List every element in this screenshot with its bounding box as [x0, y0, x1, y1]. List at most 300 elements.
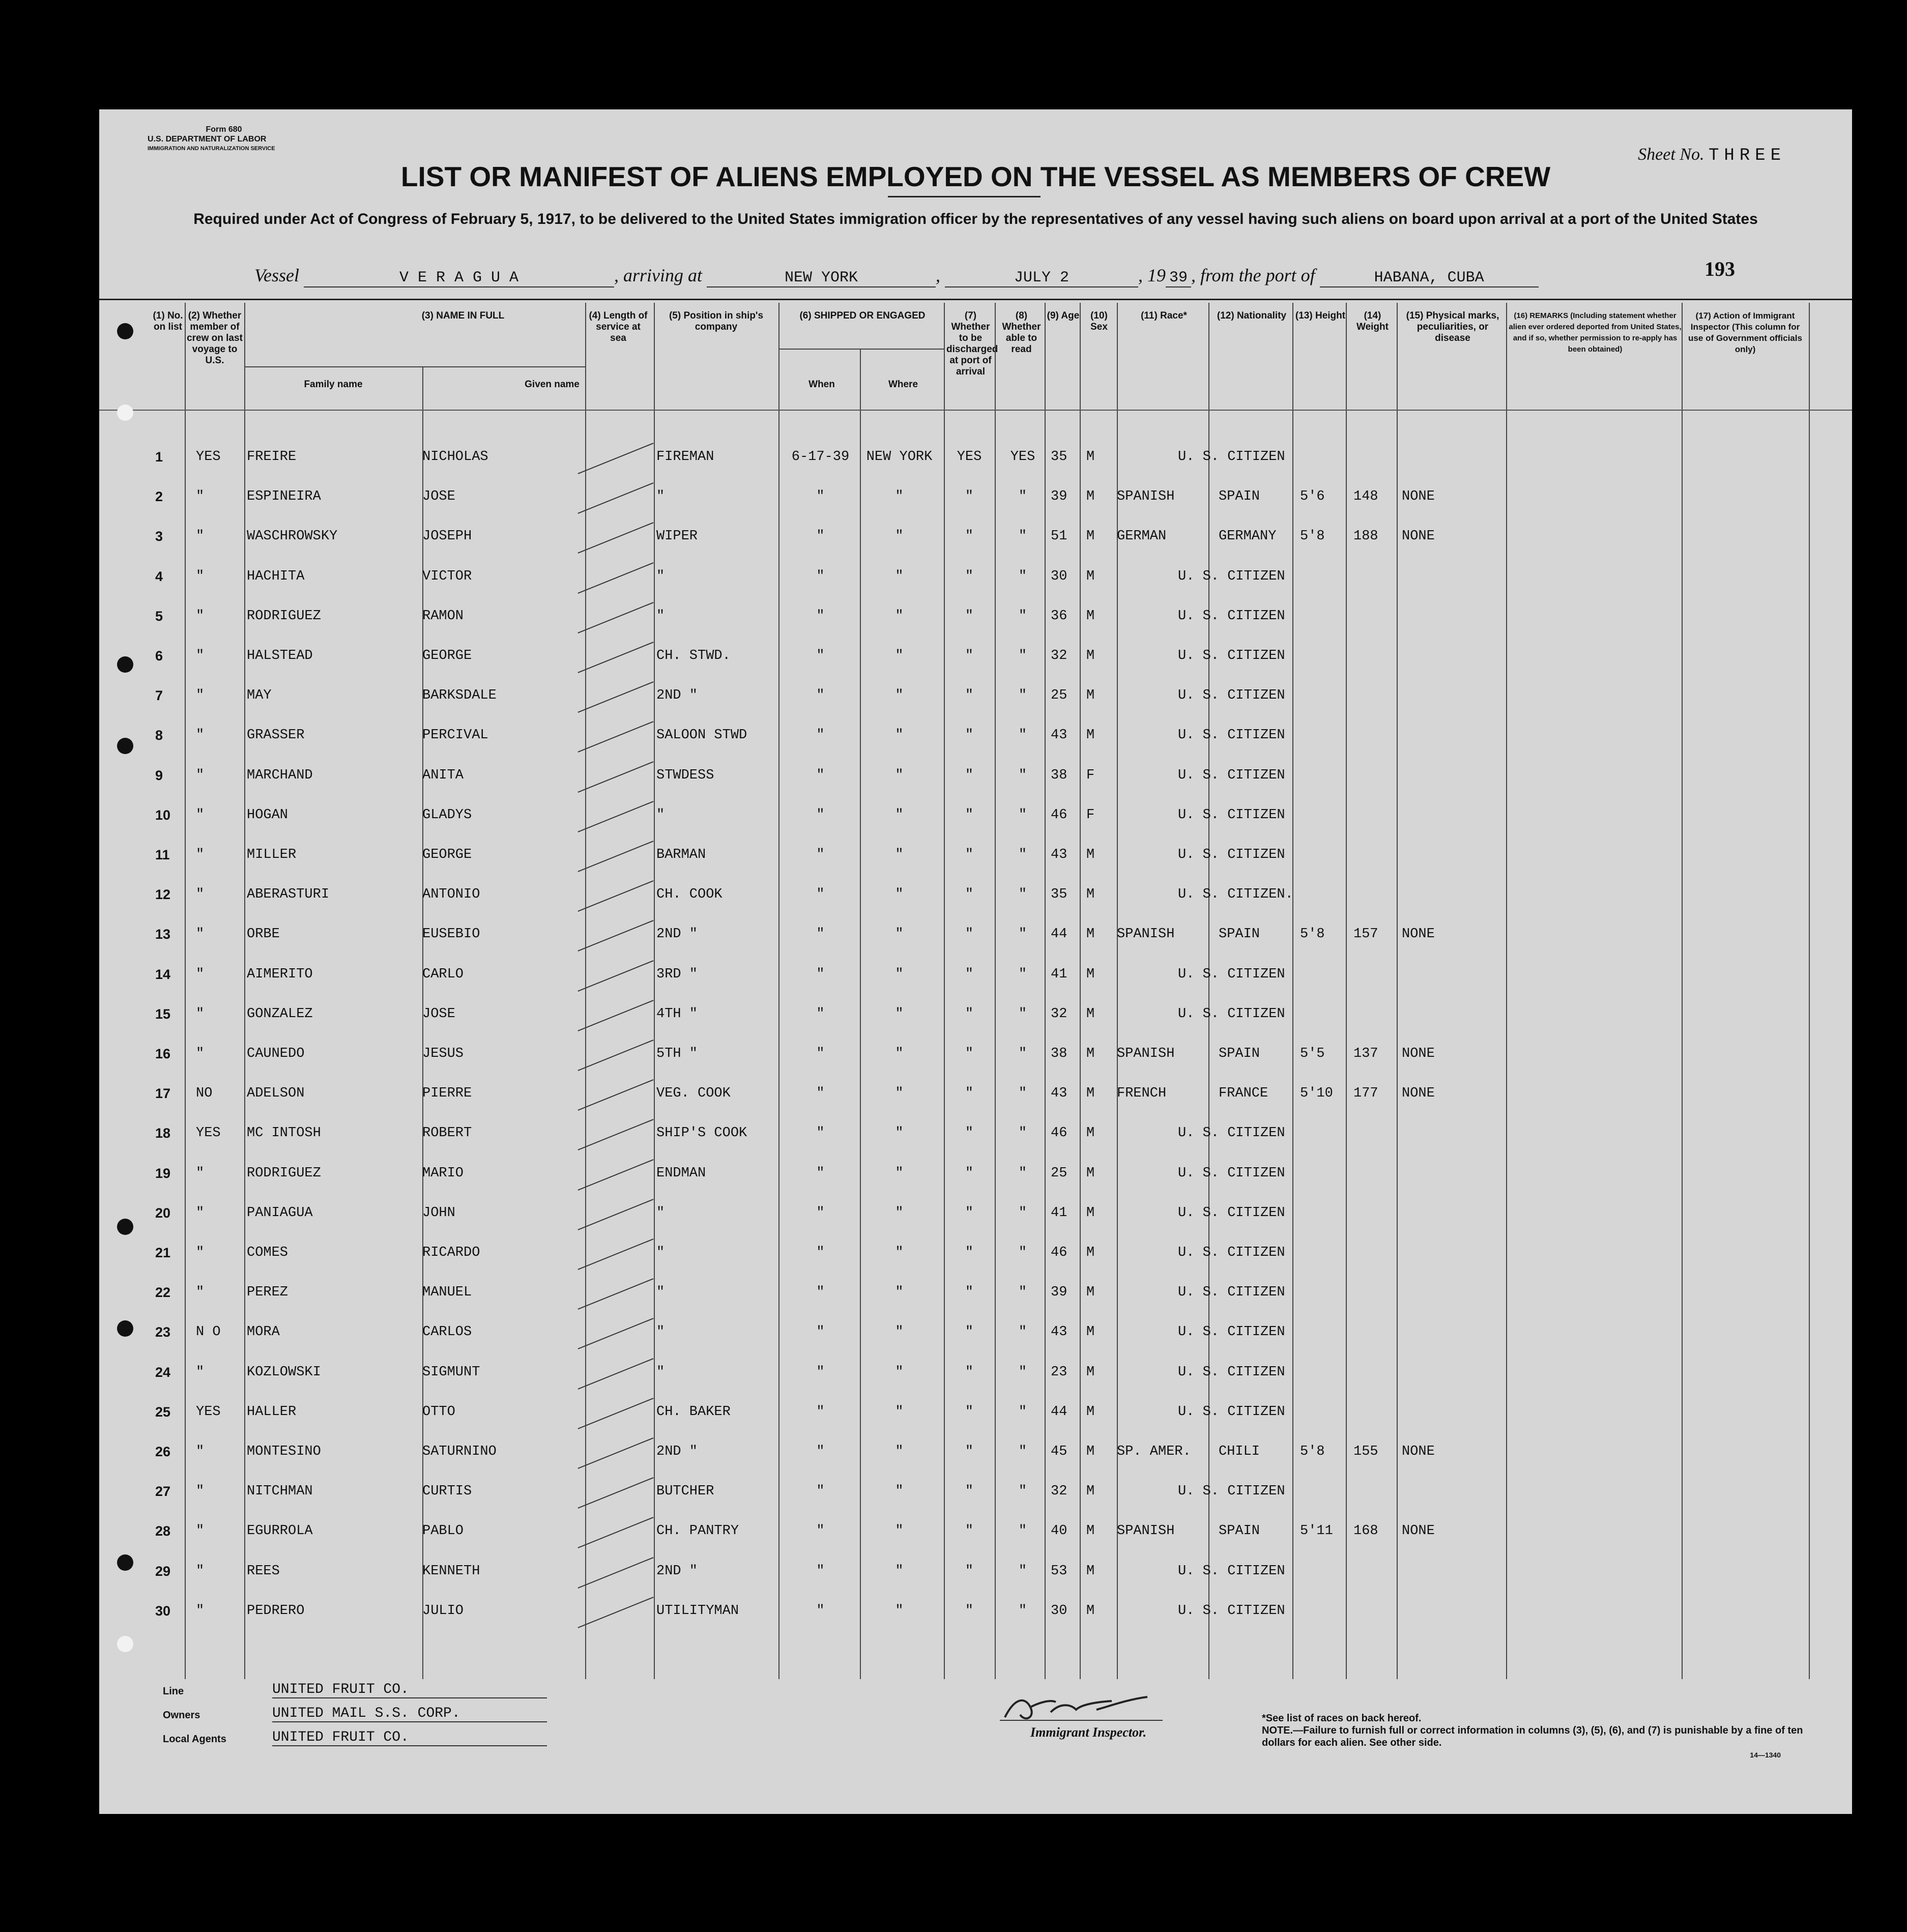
service-length-checkmark [577, 801, 653, 832]
discharged-cell: " [965, 1086, 974, 1102]
row-number: 30 [155, 1603, 171, 1619]
shipped-when-cell: " [816, 529, 825, 544]
col-header-last-voyage: (2) Whether member of crew on last voyage to U.S. [187, 310, 243, 366]
shipped-where-cell: " [895, 1165, 904, 1181]
able-to-read-cell: " [1018, 1444, 1027, 1459]
row-number: 1 [155, 449, 163, 465]
row-number: 23 [155, 1324, 171, 1340]
discharged-cell: " [965, 728, 974, 743]
sex-cell: M [1086, 1126, 1095, 1141]
col-header-name: (3) NAME IN FULL [421, 310, 505, 321]
sex-cell: M [1086, 568, 1095, 584]
service-length-checkmark [577, 721, 653, 753]
shipped-when-cell: " [816, 807, 825, 823]
able-to-read-cell: " [1018, 529, 1027, 544]
table-row [99, 1390, 1852, 1430]
sex-cell: M [1086, 449, 1095, 465]
row-number: 24 [155, 1364, 171, 1380]
family-name-cell: HALSTEAD [247, 648, 313, 664]
position-cell: SALOON STWD [656, 728, 747, 743]
discharged-cell: " [965, 1563, 974, 1579]
shipped-where-cell: " [895, 1006, 904, 1022]
given-name-cell: JOSEPH [422, 529, 472, 544]
nationality-cell: U. S. CITIZEN [1178, 1006, 1285, 1022]
weight-cell: 157 [1353, 927, 1378, 942]
nationality-cell: U. S. CITIZEN [1178, 728, 1285, 743]
col-header-physical-marks: (15) Physical marks, peculiarities, or disease [1406, 310, 1499, 343]
table-row [99, 1589, 1852, 1629]
last-voyage-cell: " [196, 648, 205, 664]
sex-cell: M [1086, 1484, 1095, 1500]
position-cell: STWDESS [656, 767, 714, 783]
sex-cell: M [1086, 1444, 1095, 1459]
able-to-read-cell: " [1018, 1126, 1027, 1141]
race-cell: SPANISH [1117, 1046, 1175, 1061]
able-to-read-cell: " [1018, 1484, 1027, 1500]
position-cell: CH. BAKER [656, 1404, 731, 1420]
nationality-cell: U. S. CITIZEN [1178, 1205, 1285, 1221]
department-name: U.S. DEPARTMENT OF LABOR [148, 135, 267, 143]
given-name-cell: MARIO [422, 1165, 464, 1181]
page-number: 193 [1704, 257, 1735, 280]
last-voyage-cell: " [196, 568, 205, 584]
table-row [99, 1271, 1852, 1310]
able-to-read-cell: " [1018, 648, 1027, 664]
table-row [99, 1469, 1852, 1509]
family-name-cell: HALLER [247, 1404, 297, 1420]
shipped-when-cell: " [816, 1006, 825, 1022]
table-row [99, 1111, 1852, 1151]
print-code: 14—1340 [1750, 1751, 1781, 1759]
age-cell: 30 [1051, 568, 1067, 584]
family-name-cell: COMES [247, 1245, 288, 1260]
able-to-read-cell: " [1018, 608, 1027, 624]
given-name-cell: JOSE [422, 1006, 455, 1022]
table-row [99, 833, 1852, 873]
shipped-where-cell: NEW YORK [866, 449, 933, 465]
shipped-when-cell: " [816, 767, 825, 783]
shipped-where-cell: " [895, 1324, 904, 1340]
position-cell: CH. STWD. [656, 648, 731, 664]
shipped-where-cell: " [895, 1364, 904, 1380]
nationality-cell: U. S. CITIZEN [1178, 1603, 1285, 1619]
family-name-cell: GONZALEZ [247, 1006, 313, 1022]
nationality-cell: U. S. CITIZEN [1178, 1563, 1285, 1579]
owners-label: Owners [163, 1710, 200, 1721]
service-length-checkmark [577, 1238, 653, 1270]
row-number: 3 [155, 529, 163, 544]
race-cell: SPANISH [1117, 1523, 1175, 1539]
discharged-cell: YES [957, 449, 982, 465]
service-length-checkmark [577, 1398, 653, 1429]
service-length-checkmark [577, 1000, 653, 1031]
weight-cell: 148 [1353, 489, 1378, 505]
col-header-discharged: (7) Whether to be discharged at port of arrival [946, 310, 998, 377]
service-length-checkmark [577, 602, 653, 633]
year-prefix: , 19 [1138, 265, 1166, 285]
nationality-cell: U. S. CITIZEN [1178, 1364, 1285, 1380]
nationality-cell: U. S. CITIZEN [1178, 1404, 1285, 1420]
shipped-where-cell: " [895, 767, 904, 783]
sex-cell: M [1086, 1523, 1095, 1539]
age-cell: 44 [1051, 1404, 1067, 1420]
table-row [99, 1310, 1852, 1350]
age-cell: 32 [1051, 1006, 1067, 1022]
age-cell: 51 [1051, 529, 1067, 544]
punch-hole [117, 323, 133, 339]
shipped-where-cell: " [895, 489, 904, 505]
col-header-inspector-action: (17) Action of Immigrant Inspector (This column for use of Government officials only) [1688, 311, 1802, 354]
shipped-when-cell: " [816, 688, 825, 704]
position-cell: 5TH " [656, 1046, 698, 1061]
able-to-read-cell: " [1018, 1046, 1027, 1061]
able-to-read-cell: " [1018, 1205, 1027, 1221]
given-name-cell: PIERRE [422, 1086, 472, 1102]
sheet-number-label: Sheet No. [1638, 145, 1704, 164]
row-number: 27 [155, 1484, 171, 1500]
shipped-where-cell: " [895, 1484, 904, 1500]
sex-cell: M [1086, 608, 1095, 624]
table-row [99, 793, 1852, 833]
shipped-when-cell: " [816, 1484, 825, 1500]
age-cell: 25 [1051, 1165, 1067, 1181]
family-name-cell: ABERASTURI [247, 887, 330, 903]
given-name-cell: VICTOR [422, 568, 472, 584]
table-row [99, 475, 1852, 514]
row-number: 6 [155, 648, 163, 664]
service-length-checkmark [577, 841, 653, 872]
last-voyage-cell: " [196, 1006, 205, 1022]
row-number: 26 [155, 1444, 171, 1459]
vessel-name: V E R A G U A [304, 269, 614, 287]
age-cell: 30 [1051, 1603, 1067, 1619]
last-voyage-cell: " [196, 1563, 205, 1579]
height-cell: 5'10 [1300, 1086, 1333, 1102]
last-voyage-cell: " [196, 807, 205, 823]
position-cell: 3RD " [656, 966, 698, 982]
nationality-cell: U. S. CITIZEN [1178, 1165, 1285, 1181]
shipped-where-cell: " [895, 1603, 904, 1619]
sex-cell: M [1086, 1285, 1095, 1301]
nationality-cell: U. S. CITIZEN [1178, 1245, 1285, 1260]
last-voyage-cell: YES [196, 449, 221, 465]
discharged-cell: " [965, 529, 974, 544]
able-to-read-cell: " [1018, 489, 1027, 505]
last-voyage-cell: " [196, 847, 205, 862]
position-cell: CH. COOK [656, 887, 723, 903]
line-value: UNITED FRUIT CO. [272, 1682, 547, 1698]
row-number: 25 [155, 1404, 171, 1420]
family-name-cell: MARCHAND [247, 767, 313, 783]
discharged-cell: " [965, 568, 974, 584]
shipped-where-cell: " [895, 1404, 904, 1420]
departure-port: HABANA, CUBA [1320, 269, 1539, 287]
age-cell: 32 [1051, 1484, 1067, 1500]
age-cell: 43 [1051, 847, 1067, 862]
able-to-read-cell: " [1018, 807, 1027, 823]
discharged-cell: " [965, 1285, 974, 1301]
col-header-when: When [808, 379, 835, 390]
age-cell: 40 [1051, 1523, 1067, 1539]
position-cell: 2ND " [656, 688, 698, 704]
nationality-cell: U. S. CITIZEN [1178, 1126, 1285, 1141]
position-cell: " [656, 1324, 665, 1340]
position-cell: " [656, 608, 665, 624]
col-header-family-name: Family name [304, 379, 363, 390]
discharged-cell: " [965, 1006, 974, 1022]
shipped-when-cell: " [816, 1563, 825, 1579]
sex-cell: M [1086, 728, 1095, 743]
shipped-when-cell: " [816, 1404, 825, 1420]
discharged-cell: " [965, 927, 974, 942]
service-length-checkmark [577, 1199, 653, 1230]
col-header-age: (9) Age [1047, 310, 1080, 321]
punch-hole [117, 738, 133, 754]
sex-cell: M [1086, 529, 1095, 544]
punch-hole [117, 1320, 133, 1337]
races-note: *See list of races on back hereof. [1262, 1713, 1422, 1724]
age-cell: 46 [1051, 1245, 1067, 1260]
col-header-where: Where [888, 379, 918, 390]
row-number: 12 [155, 887, 171, 903]
table-row [99, 713, 1852, 753]
sex-cell: M [1086, 966, 1095, 982]
shipped-where-cell: " [895, 529, 904, 544]
nationality-cell: U. S. CITIZEN [1178, 568, 1285, 584]
nationality-cell: U. S. CITIZEN [1178, 807, 1285, 823]
able-to-read-cell: " [1018, 1563, 1027, 1579]
family-name-cell: RODRIGUEZ [247, 608, 321, 624]
sex-cell: M [1086, 1364, 1095, 1380]
position-cell: " [656, 1205, 665, 1221]
position-cell: 2ND " [656, 1563, 698, 1579]
family-name-cell: ADELSON [247, 1086, 305, 1102]
service-length-checkmark [577, 443, 653, 474]
last-voyage-cell: " [196, 728, 205, 743]
discharged-cell: " [965, 1046, 974, 1061]
shipped-where-cell: " [895, 728, 904, 743]
table-row [99, 1191, 1852, 1231]
given-name-cell: RAMON [422, 608, 464, 624]
shipped-when-cell: " [816, 648, 825, 664]
row-number: 16 [155, 1046, 171, 1061]
shipped-when-cell: " [816, 1324, 825, 1340]
race-cell: SP. AMER. [1117, 1444, 1191, 1459]
family-name-cell: HACHITA [247, 568, 305, 584]
row-number: 21 [155, 1245, 171, 1260]
discharged-cell: " [965, 1324, 974, 1340]
given-name-cell: OTTO [422, 1404, 455, 1420]
last-voyage-cell: " [196, 1046, 205, 1061]
given-name-cell: GEORGE [422, 648, 472, 664]
service-length-checkmark [577, 562, 653, 594]
able-to-read-cell: " [1018, 927, 1027, 942]
family-name-cell: FREIRE [247, 449, 297, 465]
sex-cell: M [1086, 1603, 1095, 1619]
age-cell: 53 [1051, 1563, 1067, 1579]
shipped-when-cell: " [816, 1165, 825, 1181]
discharged-cell: " [965, 767, 974, 783]
able-to-read-cell: " [1018, 1285, 1027, 1301]
family-name-cell: PEDRERO [247, 1603, 305, 1619]
given-name-cell: GEORGE [422, 847, 472, 862]
discharged-cell: " [965, 966, 974, 982]
family-name-cell: MORA [247, 1324, 280, 1340]
name-header-rule [244, 366, 585, 367]
service-length-checkmark [577, 1517, 653, 1548]
shipped-where-cell: " [895, 1523, 904, 1539]
arriving-label: , arriving at [614, 265, 702, 285]
nationality-cell: U. S. CITIZEN [1178, 847, 1285, 862]
given-name-cell: EUSEBIO [422, 927, 480, 942]
discharged-cell: " [965, 1523, 974, 1539]
family-name-cell: NITCHMAN [247, 1484, 313, 1500]
discharged-cell: " [965, 1245, 974, 1260]
col-header-number: (1) No. on list [153, 310, 183, 332]
given-name-cell: PERCIVAL [422, 728, 488, 743]
physical-marks-cell: NONE [1402, 1086, 1435, 1102]
height-cell: 5'8 [1300, 927, 1325, 942]
punch-hole [117, 1636, 133, 1652]
table-row [99, 1350, 1852, 1390]
service-length-checkmark [577, 1437, 653, 1469]
punch-hole [117, 1219, 133, 1235]
position-cell: SHIP'S COOK [656, 1126, 747, 1141]
given-name-cell: JOSE [422, 489, 455, 505]
age-cell: 39 [1051, 1285, 1067, 1301]
shipped-header-rule [778, 349, 944, 350]
last-voyage-cell: " [196, 608, 205, 624]
position-cell: UTILITYMAN [656, 1603, 739, 1619]
col-header-nationality: (12) Nationality [1217, 310, 1287, 321]
table-row [99, 1509, 1852, 1549]
position-cell: " [656, 1285, 665, 1301]
given-name-cell: NICHOLAS [422, 449, 488, 465]
position-cell: " [656, 807, 665, 823]
col-header-sex: (10) Sex [1090, 310, 1108, 332]
form-number: Form 680 [206, 125, 242, 134]
age-cell: 35 [1051, 887, 1067, 903]
shipped-when-cell: " [816, 1205, 825, 1221]
physical-marks-cell: NONE [1402, 1046, 1435, 1061]
race-cell: FRENCH [1117, 1086, 1167, 1102]
service-length-checkmark [577, 522, 653, 554]
able-to-read-cell: " [1018, 1006, 1027, 1022]
last-voyage-cell: " [196, 1165, 205, 1181]
sex-cell: M [1086, 1563, 1095, 1579]
age-cell: 36 [1051, 608, 1067, 624]
height-cell: 5'8 [1300, 1444, 1325, 1459]
sex-cell: M [1086, 1165, 1095, 1181]
row-number: 22 [155, 1285, 171, 1301]
shipped-when-cell: " [816, 1245, 825, 1260]
vessel-label: Vessel [254, 265, 299, 285]
row-number: 18 [155, 1126, 171, 1141]
age-cell: 41 [1051, 966, 1067, 982]
age-cell: 44 [1051, 927, 1067, 942]
age-cell: 43 [1051, 1324, 1067, 1340]
last-voyage-cell: " [196, 1245, 205, 1260]
form-header [148, 125, 300, 154]
inspector-signature-line [1000, 1720, 1163, 1721]
shipped-where-cell: " [895, 648, 904, 664]
family-name-cell: PANIAGUA [247, 1205, 313, 1221]
discharged-cell: " [965, 648, 974, 664]
col-header-race: (11) Race* [1141, 310, 1187, 321]
service-length-checkmark [577, 920, 653, 951]
sex-cell: F [1086, 767, 1095, 783]
last-voyage-cell: " [196, 1523, 205, 1539]
physical-marks-cell: NONE [1402, 927, 1435, 942]
age-cell: 38 [1051, 1046, 1067, 1061]
table-row [99, 1072, 1852, 1111]
shipped-when-cell: " [816, 1523, 825, 1539]
shipped-when-cell: " [816, 1046, 825, 1061]
given-name-cell: ANTONIO [422, 887, 480, 903]
able-to-read-cell: " [1018, 966, 1027, 982]
nationality-cell: CHILI [1219, 1444, 1260, 1459]
given-name-cell: JOHN [422, 1205, 455, 1221]
discharged-cell: " [965, 1444, 974, 1459]
shipped-when-cell: " [816, 927, 825, 942]
able-to-read-cell: " [1018, 1603, 1027, 1619]
table-top-rule [99, 299, 1852, 300]
discharged-cell: " [965, 807, 974, 823]
shipped-where-cell: " [895, 927, 904, 942]
service-length-checkmark [577, 761, 653, 793]
document-subtitle: Required under Act of Congress of February 5, 1917, to be delivered to the United States immigration officer by the representatives of any vessel having such aliens on board upon arrival at a port of the United States [193, 211, 1758, 227]
race-cell: SPANISH [1117, 927, 1175, 942]
service-length-checkmark [577, 1079, 653, 1111]
punch-hole [117, 405, 133, 421]
age-cell: 25 [1051, 688, 1067, 704]
sex-cell: M [1086, 489, 1095, 505]
nationality-cell: U. S. CITIZEN [1178, 1324, 1285, 1340]
nationality-cell: U. S. CITIZEN [1178, 1484, 1285, 1500]
sex-cell: M [1086, 1046, 1095, 1061]
service-length-checkmark [577, 681, 653, 713]
shipped-when-cell: " [816, 1285, 825, 1301]
position-cell: BARMAN [656, 847, 706, 862]
table-row [99, 1231, 1852, 1271]
weight-cell: 137 [1353, 1046, 1378, 1061]
given-name-cell: JESUS [422, 1046, 464, 1061]
nationality-cell: U. S. CITIZEN. [1178, 887, 1293, 903]
shipped-when-cell: " [816, 1603, 825, 1619]
height-cell: 5'11 [1300, 1523, 1333, 1539]
sex-cell: M [1086, 887, 1095, 903]
last-voyage-cell: " [196, 1285, 205, 1301]
family-name-cell: WASCHROWSKY [247, 529, 338, 544]
discharged-cell: " [965, 1126, 974, 1141]
shipped-where-cell: " [895, 1245, 904, 1260]
discharged-cell: " [965, 688, 974, 704]
age-cell: 23 [1051, 1364, 1067, 1380]
shipped-where-cell: " [895, 807, 904, 823]
position-cell: " [656, 1245, 665, 1260]
shipped-when-cell: " [816, 1126, 825, 1141]
given-name-cell: SIGMUNT [422, 1364, 480, 1380]
family-name-cell: MONTESINO [247, 1444, 321, 1459]
age-cell: 45 [1051, 1444, 1067, 1459]
last-voyage-cell: " [196, 927, 205, 942]
able-to-read-cell: " [1018, 1086, 1027, 1102]
shipped-where-cell: " [895, 1086, 904, 1102]
row-number: 14 [155, 966, 171, 982]
row-number: 19 [155, 1165, 171, 1181]
table-row [99, 754, 1852, 793]
race-cell: GERMAN [1117, 529, 1167, 544]
